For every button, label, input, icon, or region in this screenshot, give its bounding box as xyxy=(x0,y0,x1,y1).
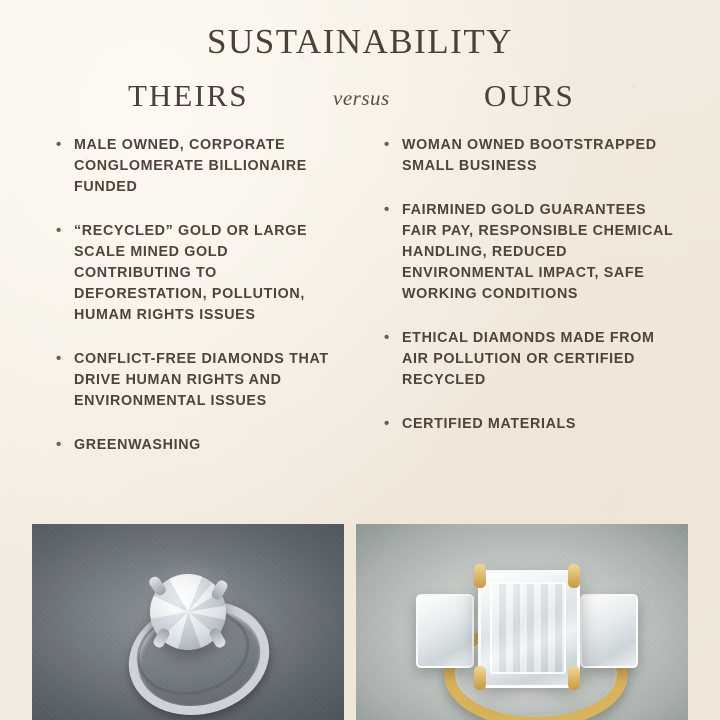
theirs-bullet-list xyxy=(52,135,342,456)
side-emerald-stone-icon xyxy=(580,594,638,668)
list-item: • GREENWASHING xyxy=(52,435,342,456)
column-theirs xyxy=(52,135,342,479)
photo-solitaire-ring xyxy=(32,524,344,720)
list-item: • MALE OWNED, CORPORATE CONGLOMERATE BILLIONAIRE FUNDED xyxy=(52,135,342,198)
column-header-versus: versus xyxy=(333,86,390,110)
emerald-cut-facets xyxy=(490,582,566,674)
column-ours xyxy=(380,135,680,458)
ours-bullet-list xyxy=(380,135,680,435)
photo-row xyxy=(0,524,720,720)
photo-three-stone-ring xyxy=(356,524,688,720)
list-item: • “RECYCLED” GOLD OR LARGE SCALE MINED GOLD CONTRIBUTING TO DEFORESTATION, POLLUTION, HUMAM RIGHTS ISSUES xyxy=(52,221,342,326)
list-item: • WOMAN OWNED BOOTSTRAPPED SMALL BUSINESS xyxy=(380,135,680,177)
list-item: • ETHICAL DIAMONDS MADE FROM AIR POLLUTION OR CERTIFIED RECYCLED xyxy=(380,328,680,391)
list-item: • CONFLICT-FREE DIAMONDS THAT DRIVE HUMAN RIGHTS AND ENVIRONMENTAL ISSUES xyxy=(52,349,342,412)
side-emerald-stone-icon xyxy=(416,594,474,668)
list-item: • CERTIFIED MATERIALS xyxy=(380,414,680,435)
prong-icon xyxy=(568,564,580,588)
list-item: • FAIRMINED GOLD GUARANTEES FAIR PAY, RESPONSIBLE CHEMICAL HANDLING, REDUCED ENVIRONMENTAL IMPACT, SAFE WORKING CONDITIONS xyxy=(380,200,680,305)
column-headers xyxy=(0,74,720,116)
prong-icon xyxy=(474,564,486,588)
prong-icon xyxy=(568,666,580,690)
column-header-theirs: THEIRS xyxy=(128,78,249,113)
prong-icon xyxy=(474,666,486,690)
page-title: SUSTAINABILITY xyxy=(207,22,513,61)
column-header-ours: OURS xyxy=(484,78,575,113)
